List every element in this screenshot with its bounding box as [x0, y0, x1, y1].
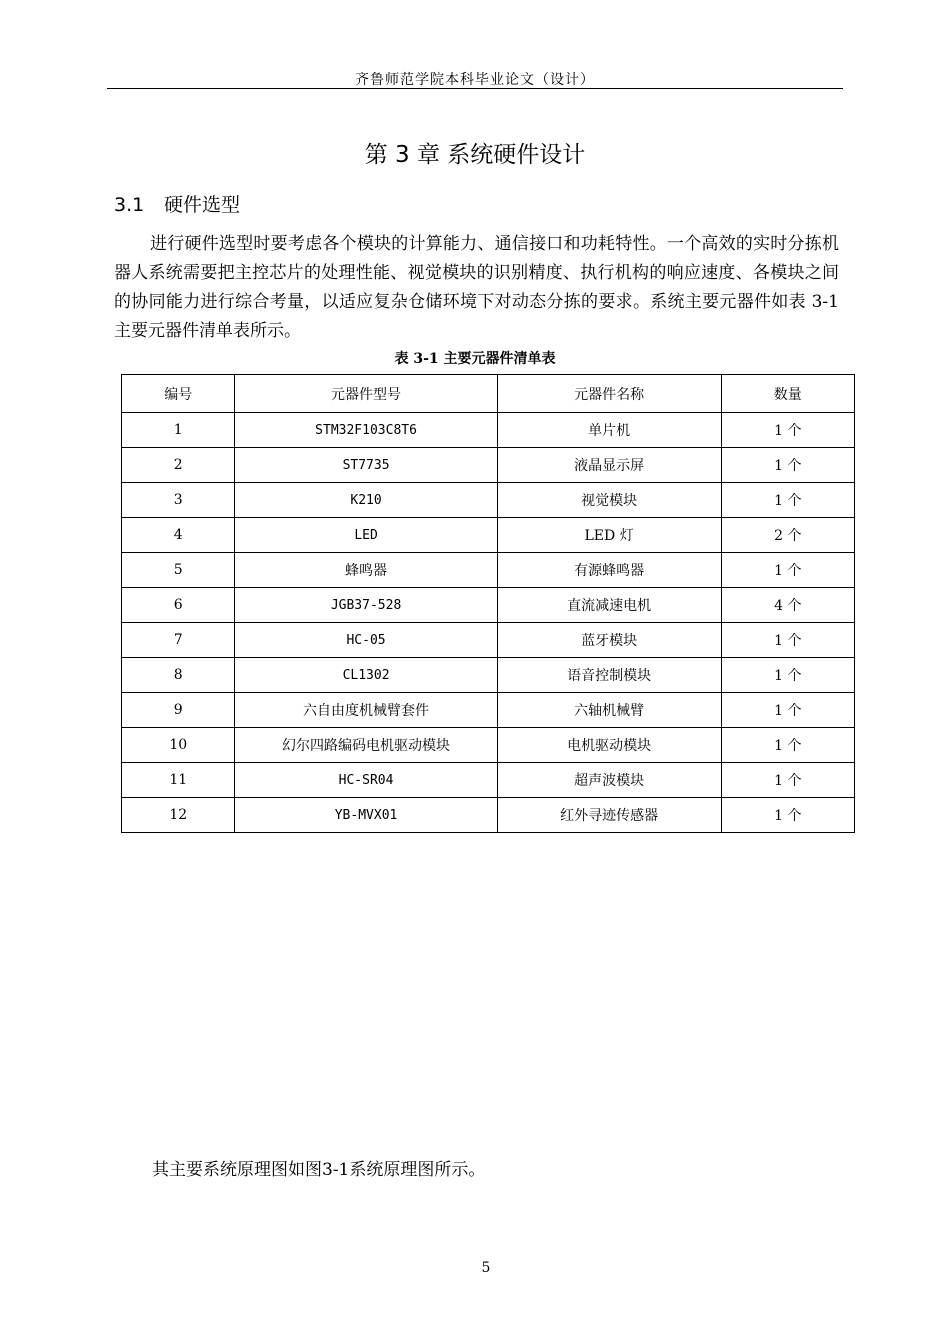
- table-row: [122, 623, 855, 658]
- header-rule: [107, 88, 843, 89]
- header-cell-model: 元器件型号: [235, 375, 497, 413]
- header-cell-quantity: 数量: [721, 375, 854, 413]
- cell-model: HC-SR04: [235, 763, 497, 798]
- cell-quantity: 2 个: [721, 518, 854, 553]
- chapter-title: 第 3 章 系统硬件设计: [364, 142, 586, 168]
- cell-number: 11: [122, 763, 235, 798]
- table-row: [122, 763, 855, 798]
- page-number: 5: [481, 1260, 491, 1276]
- cell-number: 3: [122, 483, 235, 518]
- cell-model: K210: [235, 483, 497, 518]
- cell-name: 直流减速电机: [497, 588, 721, 623]
- cell-name: 蓝牙模块: [497, 623, 721, 658]
- table-header-row: [122, 375, 855, 413]
- cell-number: 6: [122, 588, 235, 623]
- cell-quantity: 1 个: [721, 448, 854, 483]
- cell-quantity: 1 个: [721, 483, 854, 518]
- table-caption: 表 3-1 主要元器件清单表: [394, 351, 556, 367]
- table-row: [122, 448, 855, 483]
- cell-number: 8: [122, 658, 235, 693]
- cell-quantity: 1 个: [721, 693, 854, 728]
- cell-quantity: 1 个: [721, 553, 854, 588]
- cell-name: 有源蜂鸣器: [497, 553, 721, 588]
- cell-number: 7: [122, 623, 235, 658]
- cell-name: 六轴机械臂: [497, 693, 721, 728]
- header-cell-name: 元器件名称: [497, 375, 721, 413]
- cell-model: YB-MVX01: [235, 798, 497, 833]
- cell-number: 1: [122, 413, 235, 448]
- cell-name: 单片机: [497, 413, 721, 448]
- table-row: [122, 483, 855, 518]
- table-row: [122, 413, 855, 448]
- cell-quantity: 4 个: [721, 588, 854, 623]
- table-row: [122, 658, 855, 693]
- cell-name: 语音控制模块: [497, 658, 721, 693]
- cell-number: 10: [122, 728, 235, 763]
- cell-model: JGB37-528: [235, 588, 497, 623]
- cell-model: 蜂鸣器: [235, 553, 497, 588]
- table-row: [122, 728, 855, 763]
- cell-model: LED: [235, 518, 497, 553]
- table-row: [122, 518, 855, 553]
- cell-name: 超声波模块: [497, 763, 721, 798]
- cell-quantity: 1 个: [721, 763, 854, 798]
- cell-number: 4: [122, 518, 235, 553]
- section-heading: [114, 190, 240, 217]
- body-paragraph: 进行硬件选型时要考虑各个模块的计算能力、通信接口和功耗特性。一个高效的实时分拣机器人系统需要把主控芯片的处理性能、视觉模块的识别精度、执行机构的响应速度、各模块之间的协同能力进行综合考量，以适应复杂仓储环境下对动态分拣的要求。系统主要元器件如表 3-1 主要元器件清单表所示。: [114, 234, 839, 341]
- cell-model: 幻尔四路编码电机驱动模块: [235, 728, 497, 763]
- section-number: 3.1: [114, 194, 145, 216]
- cell-quantity: 1 个: [721, 623, 854, 658]
- cell-number: 5: [122, 553, 235, 588]
- table-row: [122, 588, 855, 623]
- table-body: [122, 413, 855, 833]
- cell-model: HC-05: [235, 623, 497, 658]
- running-header: 齐鲁师范学院本科毕业论文（设计）: [355, 72, 595, 88]
- cell-model: ST7735: [235, 448, 497, 483]
- cell-model: STM32F103C8T6: [235, 413, 497, 448]
- cell-quantity: 1 个: [721, 658, 854, 693]
- table-row: [122, 798, 855, 833]
- cell-name: 红外寻迹传感器: [497, 798, 721, 833]
- cell-name: LED 灯: [497, 518, 721, 553]
- cell-number: 12: [122, 798, 235, 833]
- cell-quantity: 1 个: [721, 798, 854, 833]
- table-row: [122, 693, 855, 728]
- closing-sentence: 其主要系统原理图如图3-1系统原理图所示。: [152, 1160, 486, 1180]
- cell-model: 六自由度机械臂套件: [235, 693, 497, 728]
- cell-model: CL1302: [235, 658, 497, 693]
- cell-number: 2: [122, 448, 235, 483]
- header-cell-number: 编号: [122, 375, 235, 413]
- cell-name: 液晶显示屏: [497, 448, 721, 483]
- cell-quantity: 1 个: [721, 413, 854, 448]
- cell-quantity: 1 个: [721, 728, 854, 763]
- cell-name: 视觉模块: [497, 483, 721, 518]
- cell-number: 9: [122, 693, 235, 728]
- cell-name: 电机驱动模块: [497, 728, 721, 763]
- components-table: [121, 374, 855, 833]
- section-title: 硬件选型: [164, 194, 241, 216]
- table-row: [122, 553, 855, 588]
